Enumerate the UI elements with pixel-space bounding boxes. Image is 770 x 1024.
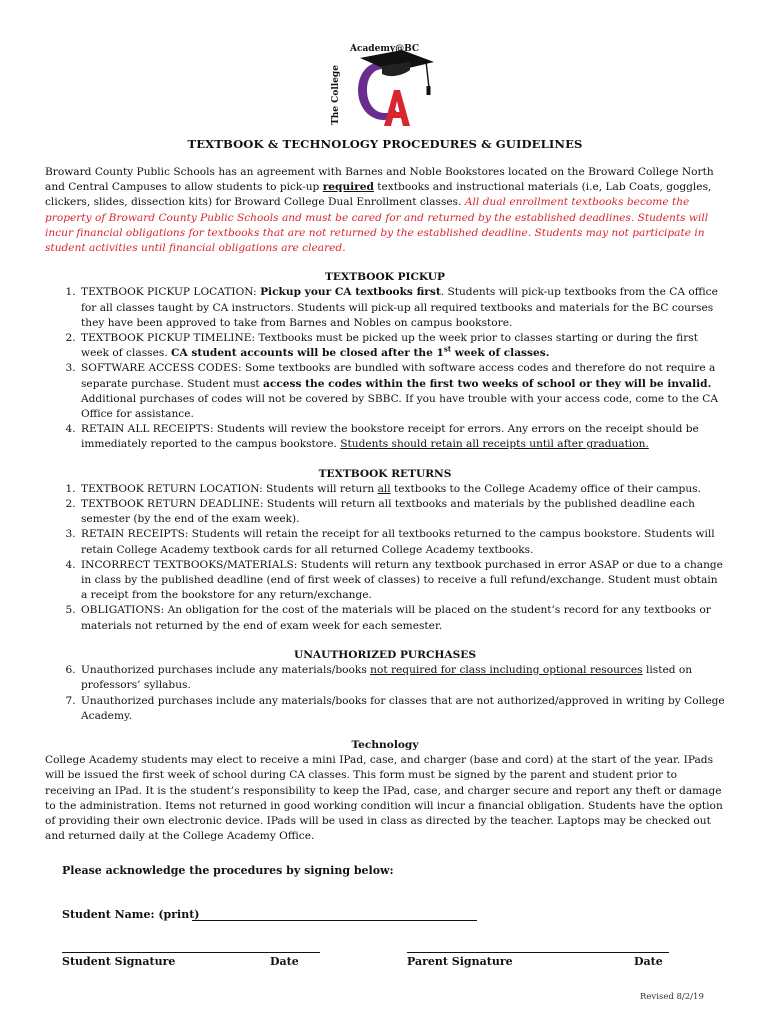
list-item: 3. SOFTWARE ACCESS CODES: Some textbooks are bundled with software access codes and therefore do not require a separate purchase. Student must access the codes within the first two weeks of school or they will be invalid. Additional purchases of codes will not be covered by SBBC. If you have trouble with your access code, come to the CA Office for assistance. xyxy=(79,361,725,422)
list-item: 2. TEXTBOOK PICKUP TIMELINE: Textbooks must be picked up the week prior to classes starting or during the first week of classes. CA student accounts will be closed after the 1st week of classes. xyxy=(79,331,725,361)
list-item: 7. Unauthorized purchases include any materials/books for classes that are not authorized/approved in writing by College Academy. xyxy=(79,694,725,724)
pickup-list xyxy=(45,285,725,452)
technology-heading: Technology xyxy=(351,738,419,751)
technology-paragraph: College Academy students may elect to receive a mini IPad, case, and charger (base and cord) at the start of the year. IPads will be issued the first week of school during CA classes. This form must be signed by the parent and student prior to receiving an IPad. It is the student’s responsibility to keep the IPad, case, and charger secure and report any theft or damage to the administration. Items not returned in good working condition will incur a financial obligation. Students have the option of providing their own electronic device. IPads will be used in class as directed by the teacher. Laptops may be checked out and returned daily at the College Academy Office. xyxy=(45,754,723,843)
intro-warning: All dual enrollment textbooks become the property of Broward County Public Schools and must be cared for and returned by the established deadlines. Students will incur financial obligations for textbooks that are not returned by the established deadline. Students may not participate in student activities until financial obligations are cleared. xyxy=(45,196,709,255)
parent-date-label: Date xyxy=(634,955,663,968)
unauthorized-heading: UNAUTHORIZED PURCHASES xyxy=(294,648,476,661)
student-name-field[interactable] xyxy=(192,920,477,921)
revised-date: Revised 8/2/19 xyxy=(640,992,704,1002)
list-item: 1. TEXTBOOK RETURN LOCATION: Students will return all textbooks to the College Academy office of their campus. xyxy=(79,482,725,497)
intro-text-2: textbooks and instructional materials (i.e, Lab Coats, goggles, clickers, slides, dissection kits) for Broward College Dual Enrollment classes. xyxy=(45,181,712,209)
returns-list xyxy=(45,482,725,634)
unauthorized-list xyxy=(45,663,725,724)
list-item: 4. RETAIN ALL RECEIPTS: Students will review the bookstore receipt for errors. Any errors on the receipt should be immediately reported to the campus bookstore. Students should retain all receipts until after graduation. xyxy=(79,422,725,452)
list-item: 1. TEXTBOOK PICKUP LOCATION: Pickup your CA textbooks first. Students will pick-up textbooks from the CA office for all classes taught by CA instructors. Students will pick-up all required textbooks and materials for the BC courses they have been approved to take from Barnes and Nobles on campus bookstore. xyxy=(79,285,725,331)
list-item: 3. RETAIN RECEIPTS: Students will retain the receipt for all textbooks returned to the campus bookstore. Students will retain College Academy textbook cards for all returned College Academy textbooks. xyxy=(79,527,725,557)
student-date-label: Date xyxy=(270,955,299,968)
pickup-heading: TEXTBOOK PICKUP xyxy=(325,271,445,284)
college-academy-logo xyxy=(330,40,438,128)
list-item: 2. TEXTBOOK RETURN DEADLINE: Students will return all textbooks and materials by the published deadline each semester (by the end of the exam week). xyxy=(79,497,725,527)
list-item: 6. Unauthorized purchases include any materials/books not required for class including optional resources listed on professors’ syllabus. xyxy=(79,663,725,693)
intro-text-1: Broward County Public Schools has an agreement with Barnes and Noble Bookstores located on the Broward College North and Central Campuses to allow students to pick-up xyxy=(45,166,714,194)
logo-side-text: The College xyxy=(330,65,341,125)
parent-signature-label: Parent Signature xyxy=(407,955,513,968)
parent-signature-line[interactable] xyxy=(407,952,669,953)
document-body xyxy=(45,165,725,844)
student-signature-line[interactable] xyxy=(62,952,320,953)
page-title: TEXTBOOK & TECHNOLOGY PROCEDURES & GUIDELINES xyxy=(187,137,583,151)
intro-required: required xyxy=(322,181,374,194)
list-item: 5. OBLIGATIONS: An obligation for the cost of the materials will be placed on the student’s record for any textbooks or materials not returned by the end of exam week for each semester. xyxy=(79,603,725,633)
list-item: 4. INCORRECT TEXTBOOKS/MATERIALS: Students will return any textbook purchased in error ASAP or due to a change in class by the published deadline (end of first week of classes) to receive a full refund/exchange. Student must obtain a receipt from the bookstore for any return/exchange. xyxy=(79,558,725,604)
intro-paragraph xyxy=(45,165,725,256)
logo-top-text: Academy@BC xyxy=(350,44,420,54)
acknowledge-text: Please acknowledge the procedures by signing below: xyxy=(62,864,394,877)
student-signature-label: Student Signature xyxy=(62,955,176,968)
returns-heading: TEXTBOOK RETURNS xyxy=(318,467,452,480)
student-name-label: Student Name: (print) xyxy=(62,908,200,921)
